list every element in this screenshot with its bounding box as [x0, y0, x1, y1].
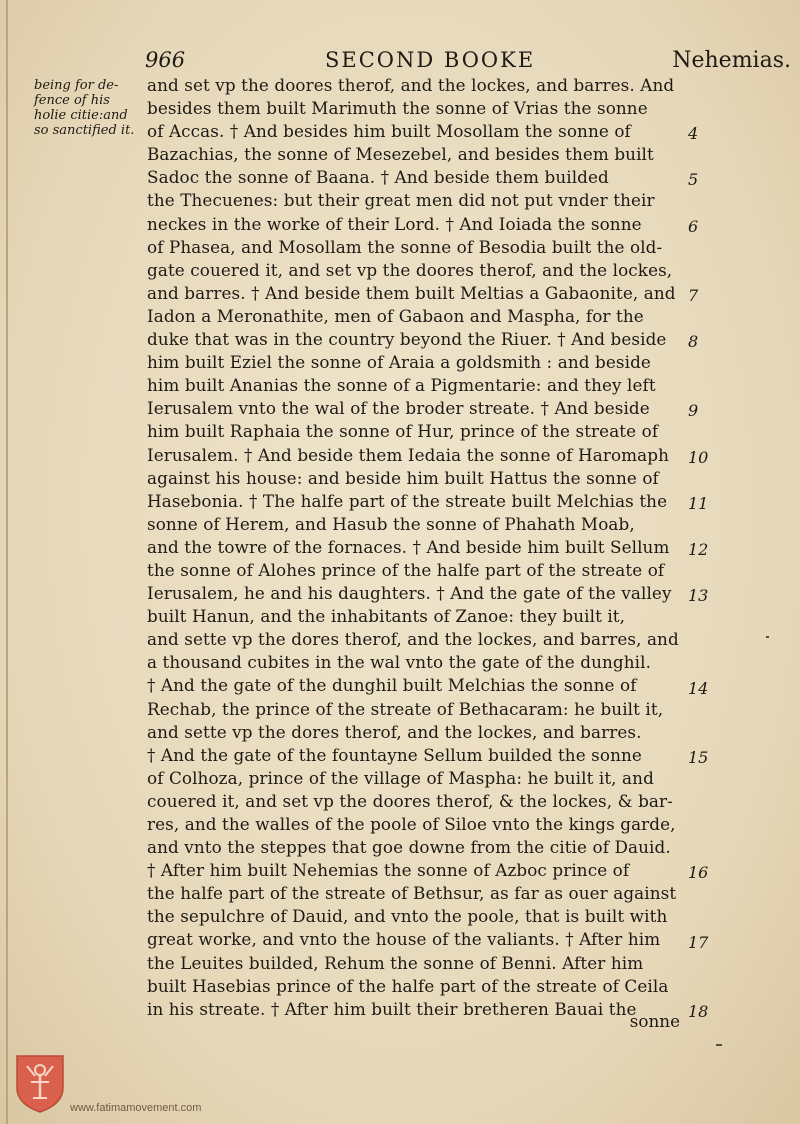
text-line: him built Eziel the sonne of Araia a goldsmith : and beside	[147, 352, 651, 373]
body-text	[147, 74, 682, 1021]
text-line: Ierusalem. † And beside them Iedaia the sonne of Haromaph	[147, 444, 670, 465]
fatima-movement-logo	[13, 1052, 67, 1114]
text-line: and set vp the doores therof, and the lockes, and barres. And	[147, 75, 675, 95]
text-line: Bazachias, the sonne of Mesezebel, and besides them built	[147, 144, 654, 165]
margin-note-line: fence of his	[34, 93, 110, 108]
text-line: of Accas. † And besides him built Mosollam the sonne of	[147, 121, 631, 142]
text-line: great worke, and vnto the house of the valiants. † After him	[147, 929, 661, 950]
text-line: † After him built Nehemias the sonne of Azboc prince of	[147, 860, 630, 881]
verse-number: 7	[688, 285, 699, 305]
text-line: and sette vp the dores therof, and the lockes, and barres, and	[147, 629, 679, 650]
verse-number: 6	[688, 216, 699, 236]
book-name: Nehemias.	[672, 48, 791, 73]
text-line: † And the gate of the dunghil built Melchias the sonne of	[147, 675, 637, 696]
text-line: him built Raphaia the sonne of Hur, prince of the streate of	[147, 421, 659, 442]
verse-number: 8	[688, 332, 699, 352]
text-line: the Thecuenes: but their great men did not put vnder their	[147, 190, 655, 211]
text-line: and the towre of the fornaces. † And beside him built Sellum	[147, 536, 670, 557]
page-number: 966	[145, 48, 186, 72]
text-line: besides them built Marimuth the sonne of Vrias the sonne	[147, 98, 648, 119]
text-line: a thousand cubites in the wal vnto the gate of the dunghil.	[147, 652, 652, 673]
text-line: and vnto the steppes that goe downe from the citie of Dauid.	[147, 837, 671, 858]
margin-note-line: holie citie:and	[34, 108, 128, 123]
text-line: res, and the walles of the poole of Siloe vnto the kings garde,	[147, 814, 676, 834]
text-line: built Hasebias prince of the halfe part of the streate of Ceila	[147, 975, 669, 996]
text-line: built Hanun, and the inhabitants of Zanoe: they built it,	[147, 606, 626, 627]
text-line: him built Ananias the sonne of a Pigmentarie: and they left	[147, 375, 656, 396]
text-line: against his house: and beside him built Hattus the sonne of	[147, 467, 659, 488]
verse-number: 18	[688, 1002, 709, 1021]
verse-number: 13	[688, 586, 709, 606]
text-line: Ierusalem, he and his daughters. † And the gate of the valley	[147, 583, 672, 604]
catchword: sonne	[629, 1011, 680, 1031]
text-line: gate couered it, and set vp the doores therof, and the lockes,	[147, 259, 673, 280]
text-line: of Colhoza, prince of the village of Maspha: he built it, and	[147, 767, 654, 788]
paper-speck	[716, 1044, 722, 1046]
text-line: the halfe part of the streate of Bethsur, as far as ouer against	[147, 883, 677, 904]
verse-number: 17	[688, 932, 709, 952]
verse-number: 16	[688, 863, 709, 883]
margin-note	[34, 78, 142, 138]
text-line: sonne of Herem, and Hasub the sonne of Phahath Moab,	[147, 513, 635, 534]
margin-note-line: so sanctified it.	[34, 123, 135, 138]
text-line: Iadon a Meronathite, men of Gabaon and Maspha, for the	[147, 305, 644, 326]
verse-number: 11	[688, 493, 709, 513]
verse-number: 5	[688, 170, 699, 190]
text-line: couered it, and set vp the doores therof, & the lockes, & bar-	[147, 790, 673, 811]
text-line: neckes in the worke of their Lord. † And Ioiada the sonne	[147, 213, 642, 234]
text-line: and sette vp the dores therof, and the lockes, and barres.	[147, 721, 642, 742]
margin-note-line: being for de-	[34, 78, 119, 93]
text-line: the sepulchre of Dauid, and vnto the poole, that is built with	[147, 906, 668, 927]
text-line: duke that was in the country beyond the Riuer. † And beside	[147, 329, 667, 350]
verse-number: 12	[688, 540, 709, 559]
verse-number: 4	[688, 124, 699, 144]
footer-url[interactable]: www.fatimamovement.com	[70, 1102, 202, 1114]
text-line: Hasebonia. † The halfe part of the streate built Melchias the	[147, 490, 668, 511]
text-line: in his streate. † After him built their bretheren Bauai the	[147, 998, 637, 1019]
text-line: and barres. † And beside them built Meltias a Gabaonite, and	[147, 282, 676, 303]
text-line: Rechab, the prince of the streate of Bethacaram: he built it,	[147, 698, 664, 719]
text-line: Sadoc the sonne of Baana. † And beside them builded	[147, 167, 609, 188]
verse-number: 15	[688, 747, 709, 767]
page-edge	[6, 0, 8, 1124]
running-title: SECOND BOOKE	[325, 48, 536, 72]
text-line: the sonne of Alohes prince of the halfe part of the streate of	[147, 559, 665, 580]
verse-number: 10	[688, 447, 709, 467]
text-line: of Phasea, and Mosollam the sonne of Besodia built the old-	[147, 236, 663, 257]
text-line: Ierusalem vnto the wal of the broder streate. † And beside	[147, 398, 650, 419]
paper-speck	[766, 636, 769, 638]
verse-number: 9	[688, 401, 699, 421]
verse-number: 14	[688, 678, 709, 698]
text-line: the Leuites builded, Rehum the sonne of Benni. After him	[147, 952, 644, 973]
text-line: † And the gate of the fountayne Sellum builded the sonne	[147, 744, 642, 765]
